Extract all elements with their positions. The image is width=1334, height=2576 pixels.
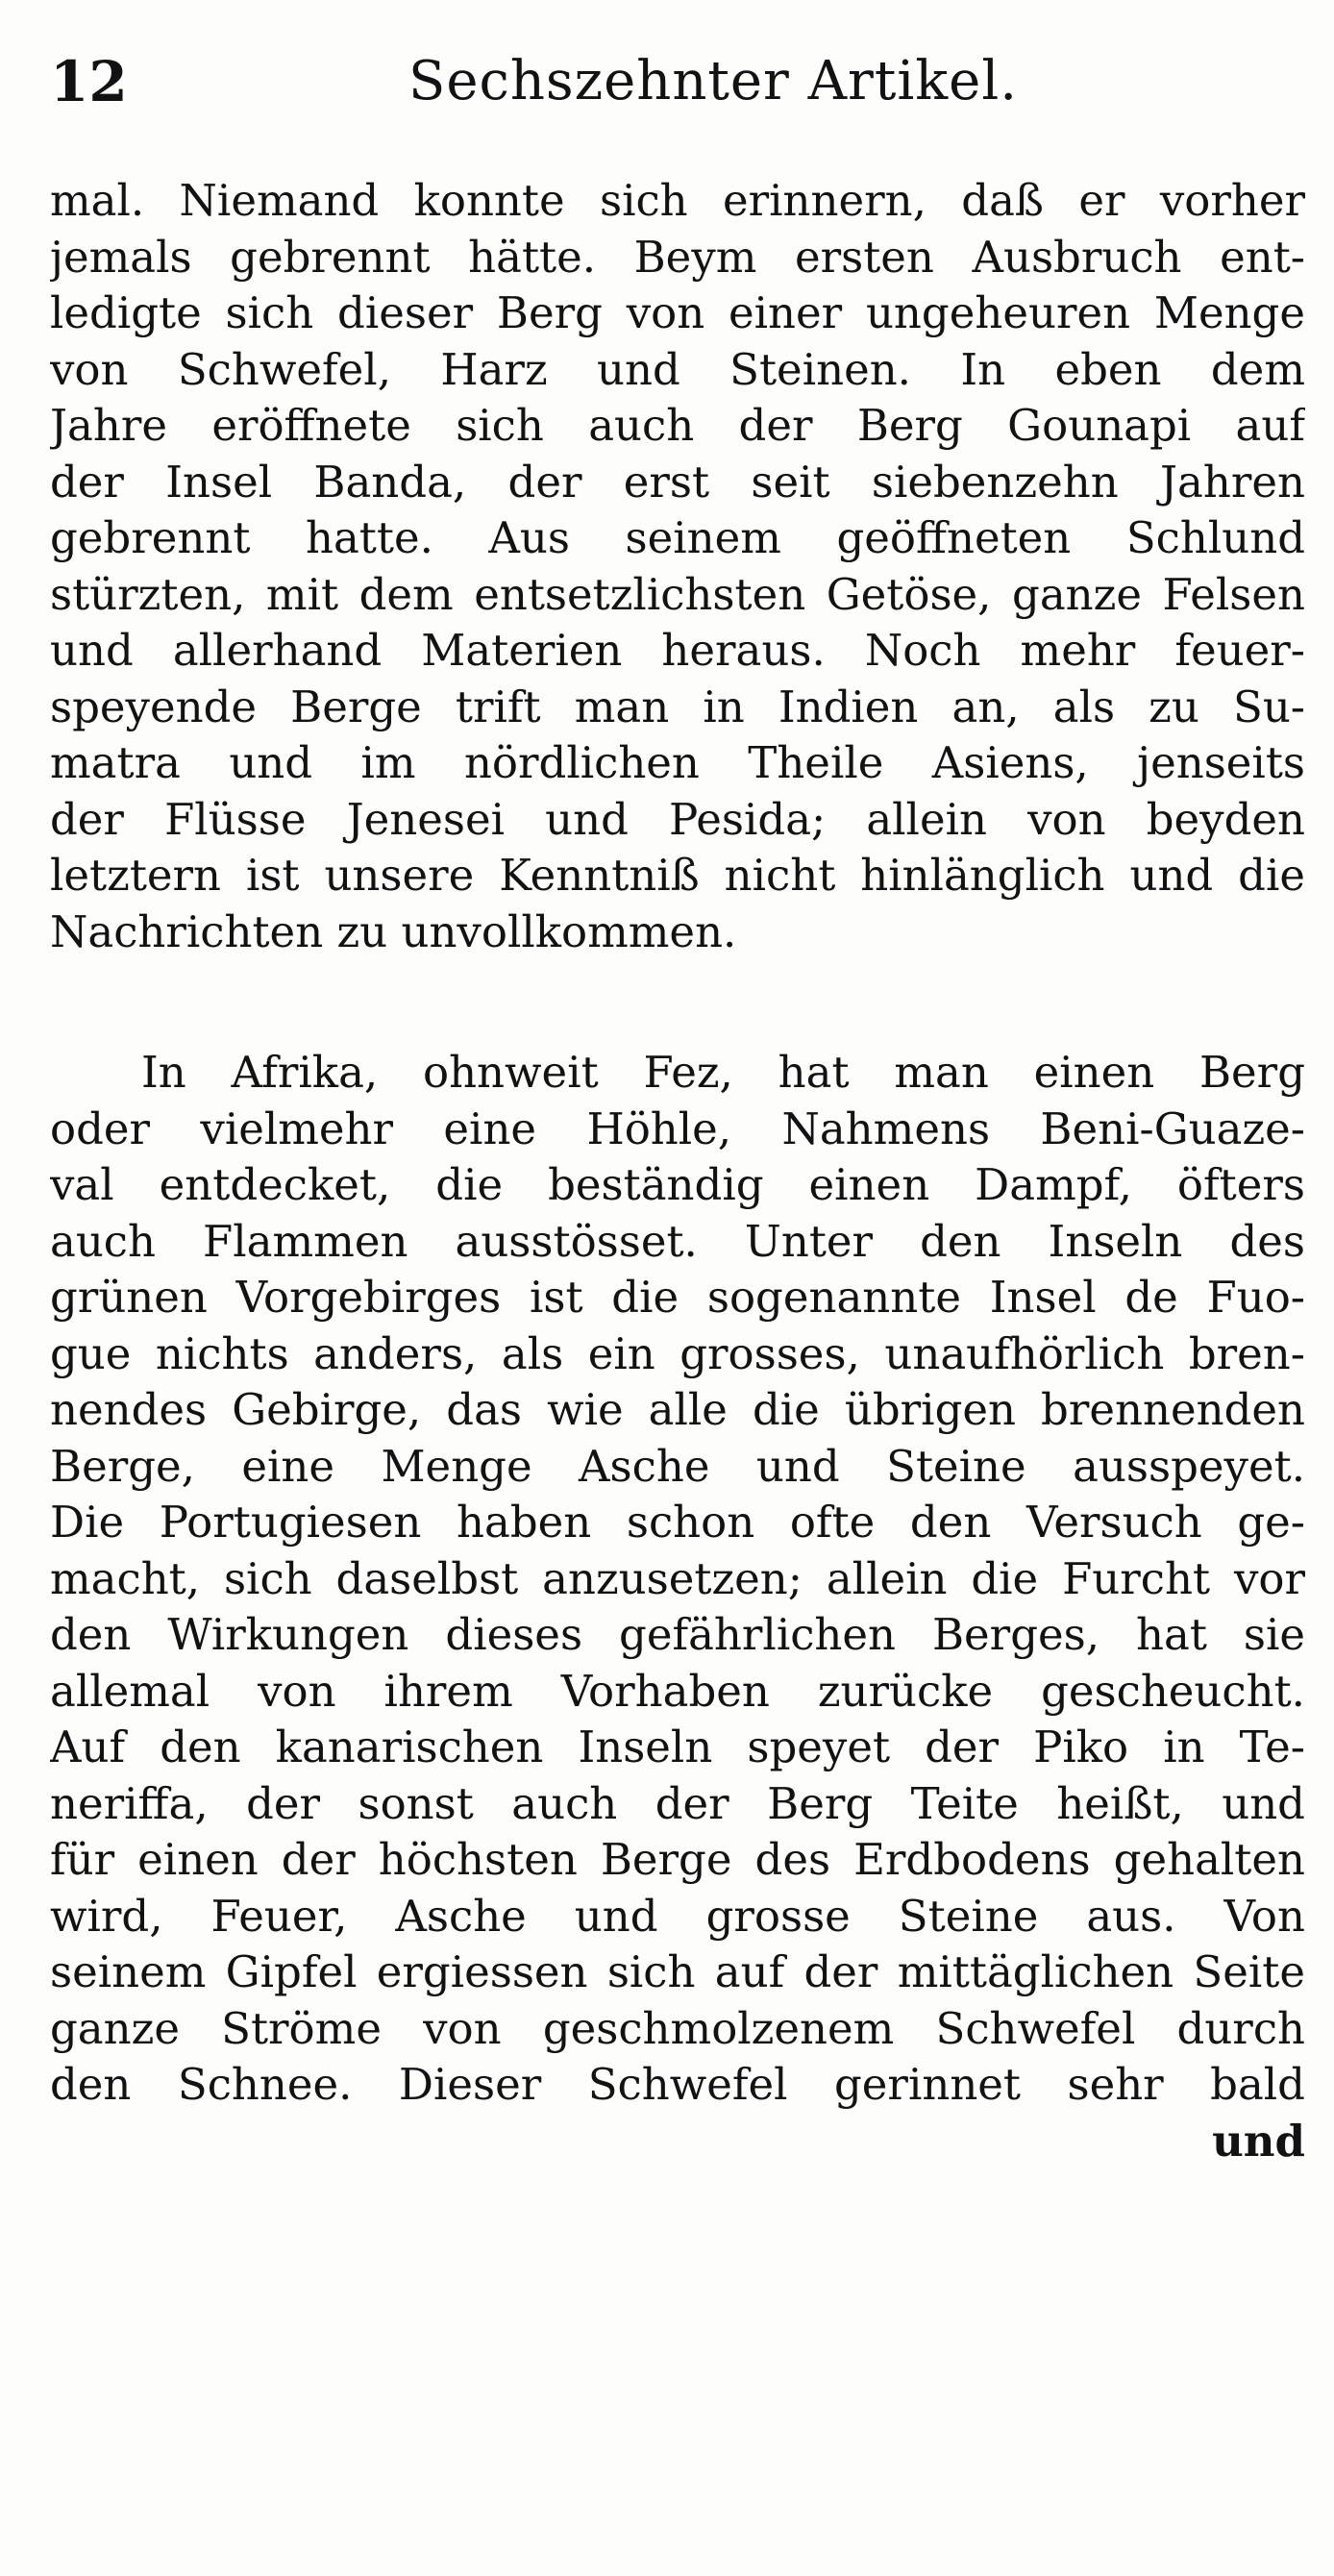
text-line: stürzten, mit dem entsetzlichsten Getöse, ganze Felsen [50, 568, 1305, 620]
text-line: mal. Niemand konnte sich erinnern, daß er vorher [50, 175, 1305, 226]
text-line: der Insel Banda, der erst seit siebenzehn Jahren [50, 456, 1305, 508]
text-line: allemal von ihrem Vorhaben zurücke gescheucht. [50, 1665, 1305, 1717]
text-line: grünen Vorgebirges ist die sogenannte Insel de Fuo- [50, 1272, 1305, 1323]
paragraph-gap [50, 960, 1305, 1045]
text-line: wird, Feuer, Asche und grosse Steine aus. Von [50, 1890, 1305, 1942]
paragraph-1 [50, 173, 1305, 960]
text-line: Auf den kanarischen Inseln speyet der Piko in Te- [50, 1721, 1305, 1772]
text-line: ledigte sich dieser Berg von einer ungeheuren Menge [50, 287, 1305, 338]
text-line: Berge, eine Menge Asche und Steine ausspeyet. [50, 1440, 1305, 1492]
text-line: den Schnee. Dieser Schwefel gerinnet sehr bald [50, 2059, 1305, 2110]
text-line: der Flüsse Jenesei und Pesida; allein von beyden [50, 793, 1305, 845]
text-line: speyende Berge trift man in Indien an, als zu Su- [50, 681, 1305, 732]
text-line: In Afrika, ohnweit Fez, hat man einen Berg [141, 1047, 1305, 1098]
text-line: seinem Gipfel ergiessen sich auf der mittäglichen Seite [50, 1946, 1305, 1997]
text-line: val entdecket, die beständig einen Dampf, öfters [50, 1159, 1305, 1210]
text-line: macht, sich daselbst anzusetzen; allein die Furcht vor [50, 1552, 1305, 1604]
text-line: matra und im nördlichen Theile Asiens, jenseits [50, 737, 1305, 788]
text-line: den Wirkungen dieses gefährlichen Berges, hat sie [50, 1609, 1305, 1660]
text-line: Nachrichten zu unvollkommen. [50, 905, 737, 957]
body-text [50, 173, 1305, 2169]
text-line: für einen der höchsten Berge des Erdbodens gehalten [50, 1834, 1305, 1885]
text-line: gebrennt hatte. Aus seinem geöffneten Schlund [50, 512, 1305, 563]
paragraph-2 [50, 1045, 1305, 2114]
text-line: auch Flammen ausstösset. Unter den Inseln des [50, 1215, 1305, 1267]
text-line: und allerhand Materien heraus. Noch mehr feuer- [50, 625, 1305, 676]
text-line: letztern ist unsere Kenntniß nicht hinlänglich und die [50, 850, 1305, 901]
text-line: nendes Gebirge, das wie alle die übrigen brennenden [50, 1384, 1305, 1435]
catchword: und [1212, 2115, 1305, 2167]
text-line: ganze Ströme von geschmolzenem Schwefel durch [50, 2002, 1305, 2054]
text-line: jemals gebrennt hätte. Beym ersten Ausbruch ent- [50, 231, 1305, 283]
text-line: von Schwefel, Harz und Steinen. In eben dem [50, 343, 1305, 395]
text-line: Jahre eröffnete sich auch der Berg Gounapi auf [50, 400, 1305, 451]
text-line: neriffa, der sonst auch der Berg Teite heißt, und [50, 1777, 1305, 1829]
page-number: 12 [50, 49, 128, 114]
running-title: Sechszehnter Artikel. [408, 50, 1019, 112]
page-header [50, 38, 1299, 125]
text-line: Die Portugiesen haben schon ofte den Versuch ge- [50, 1497, 1305, 1548]
text-line: oder vielmehr eine Höhle, Nahmens Beni-Guaze- [50, 1102, 1305, 1154]
text-line: gue nichts anders, als ein grosses, unaufhörlich bren- [50, 1327, 1305, 1379]
